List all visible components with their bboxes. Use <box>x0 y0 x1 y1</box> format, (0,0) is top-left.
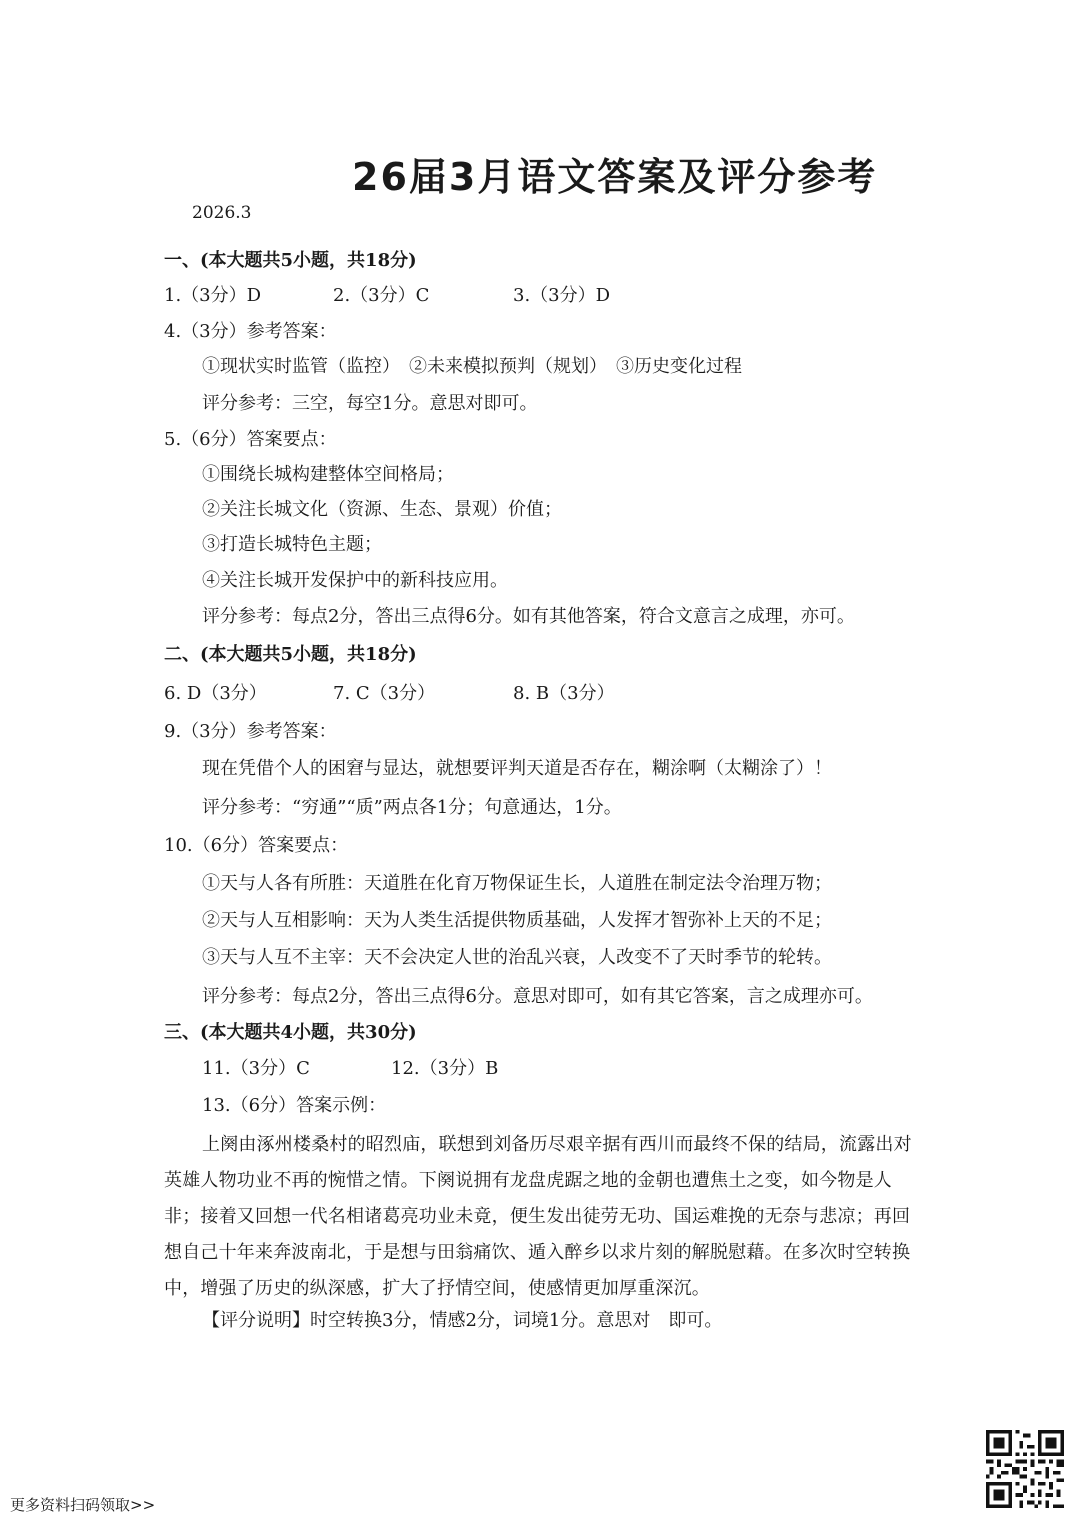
q5-point: ②关注长城文化（资源、生态、景观）价值； <box>202 499 562 520</box>
footer-text[interactable]: 更多资料扫码领取>> <box>10 1496 156 1514</box>
answer-q2: 2.（3分）C <box>333 285 430 306</box>
answer-q8: 8. B（3分） <box>513 683 615 704</box>
q5-header: 5.（6分）答案要点： <box>164 429 337 450</box>
q10-point: ②天与人互相影响：天为人类生活提供物质基础，人发挥才智弥补上天的不足； <box>202 910 832 931</box>
answer-q12: 12.（3分）B <box>391 1058 499 1079</box>
section1-heading: 一、(本大题共5小题，共18分) <box>164 250 417 271</box>
q10-header: 10.（6分）答案要点： <box>164 835 349 856</box>
q4-scoring: 评分参考：三空，每空1分。意思对即可。 <box>202 393 538 414</box>
answer-q7: 7. C（3分） <box>333 683 436 704</box>
answer-q11: 11.（3分）C <box>202 1058 310 1079</box>
answer-q3: 3.（3分）D <box>513 285 611 306</box>
answer-q1: 1.（3分）D <box>164 285 262 306</box>
q13-answer: 上阕由涿州楼桑村的昭烈庙，联想到刘备历尽艰辛据有西川而最终不保的结局，流露出对英雄人物功业不再的惋惜之情。下阕说拥有龙盘虎踞之地的金朝也遭焦土之变，如今物是人非；接着又回想一代名相诸葛亮功业未竟，便生发出徒劳无功、国运难挽的无奈与悲凉；再回想自己十年来奔波南北，于是想与田翁痛饮、遁入醉乡以求片刻的解脱慰藉。在多次时空转换中，增强了历史的纵深感，扩大了抒情空间，使感情更加厚重深沉。 <box>164 1134 912 1299</box>
q13-header: 13.（6分）答案示例： <box>202 1095 387 1116</box>
q10-point: ①天与人各有所胜：天道胜在化育万物保证生长，人道胜在制定法令治理万物； <box>202 873 832 894</box>
q10-point: ③天与人互不主宰：天不会决定人世的治乱兴衰，人改变不了天时季节的轮转。 <box>202 947 832 968</box>
q5-scoring: 评分参考：每点2分，答出三点得6分。如有其他答案，符合文意言之成理，亦可。 <box>202 606 855 627</box>
q9-header: 9.（3分）参考答案： <box>164 721 337 742</box>
q4-answers: ①现状实时监管（监控） ②未来模拟预判（规划） ③历史变化过程 <box>202 356 742 377</box>
qr-code-icon[interactable] <box>986 1430 1064 1508</box>
document-date: 2026.3 <box>192 203 252 223</box>
page-title: 26届3月语文答案及评分参考 <box>352 155 878 199</box>
section2-heading: 二、(本大题共5小题，共18分) <box>164 644 417 665</box>
q4-header: 4.（3分）参考答案： <box>164 321 337 342</box>
q5-point: ①围绕长城构建整体空间格局； <box>202 464 454 485</box>
q5-point: ③打造长城特色主题； <box>202 534 382 555</box>
q10-scoring: 评分参考：每点2分，答出三点得6分。意思对即可，如有其它答案，言之成理亦可。 <box>202 986 873 1007</box>
q9-scoring: 评分参考：“穷通”“质”两点各1分；句意通达，1分。 <box>202 797 622 818</box>
answer-q6: 6. D（3分） <box>164 683 267 704</box>
q9-answer: 现在凭借个人的困窘与显达，就想要评判天道是否存在，糊涂啊（太糊涂了）！ <box>202 758 832 779</box>
q5-point: ④关注长城开发保护中的新科技应用。 <box>202 570 508 591</box>
q13-scoring: 【评分说明】时空转换3分，情感2分，词境1分。意思对 即可。 <box>202 1310 723 1331</box>
section3-heading: 三、(本大题共4小题，共30分) <box>164 1022 417 1043</box>
